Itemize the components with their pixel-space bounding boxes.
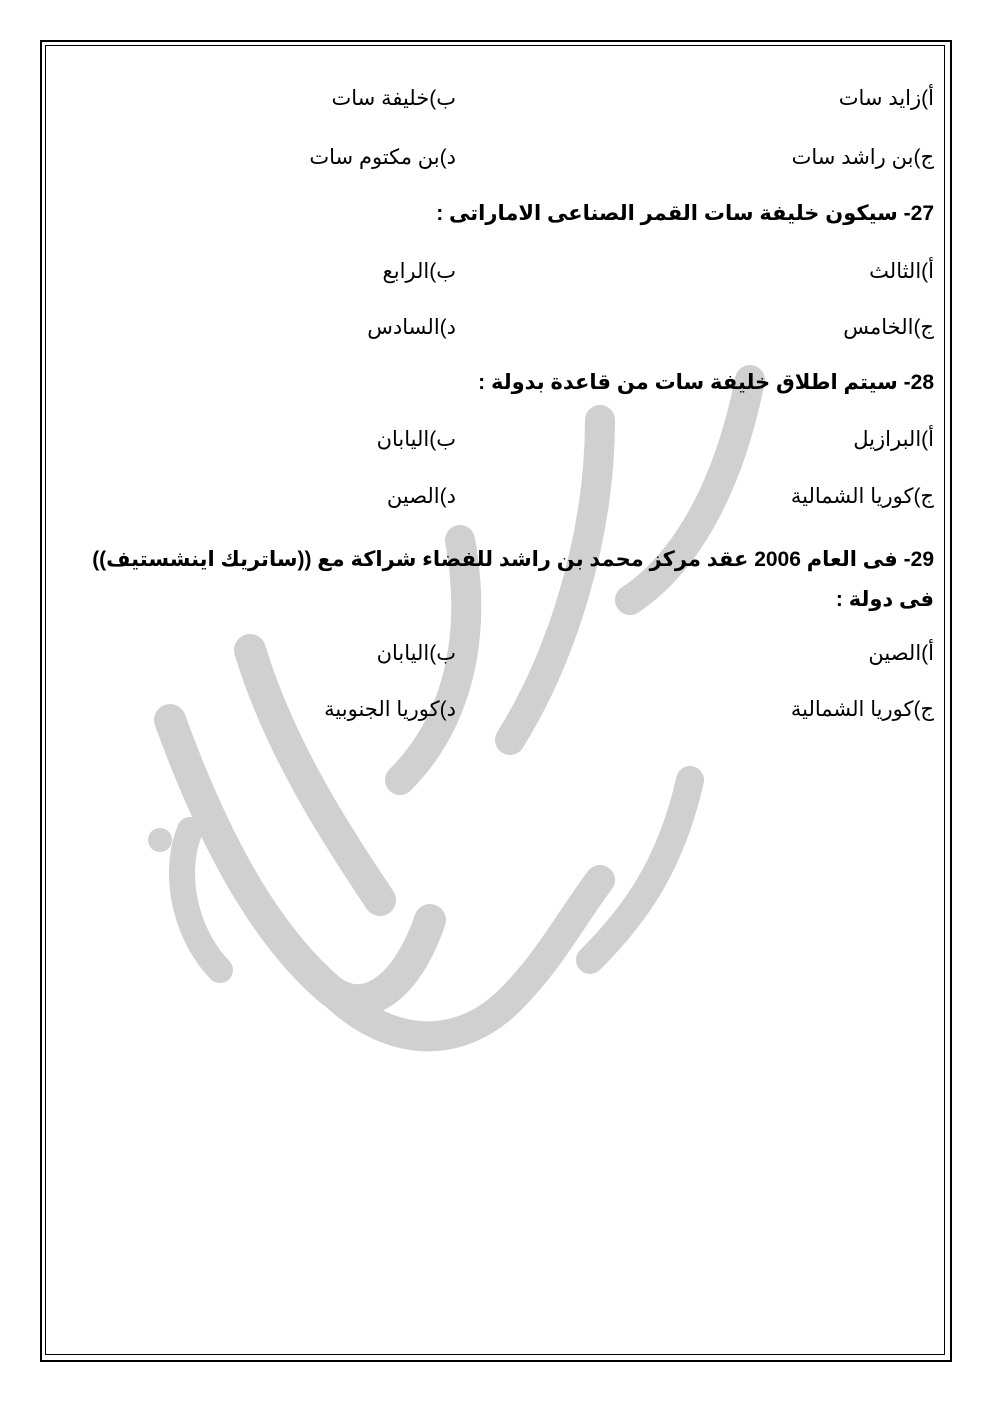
quiz-content (52, 0, 934, 1403)
option-c[interactable]: ج)كوريا الشمالية (790, 698, 934, 721)
option-a[interactable]: أ)الصين (868, 642, 934, 665)
options-row (52, 427, 934, 461)
option-d[interactable]: د)بن مكتوم سات (309, 146, 456, 169)
question-28: 28- سيتم اطلاق خليفة سات من قاعدة بدولة : (478, 371, 934, 394)
options-row (52, 259, 934, 293)
options-row (52, 315, 934, 349)
option-a[interactable]: أ)زايد سات (838, 87, 934, 110)
question-27: 27- سيكون خليفة سات القمر الصناعى الاماراتى : (436, 202, 934, 225)
options-row (52, 641, 934, 675)
option-c[interactable]: ج)بن راشد سات (791, 146, 934, 169)
option-d[interactable]: د)الصين (386, 485, 456, 508)
option-a[interactable]: أ)الثالث (869, 260, 934, 283)
option-a[interactable]: أ)البرازيل (853, 428, 934, 451)
option-b[interactable]: ب)خليفة سات (331, 87, 456, 110)
options-row (52, 145, 934, 179)
options-row (52, 697, 934, 731)
option-c[interactable]: ج)كوريا الشمالية (790, 485, 934, 508)
question-29-line2: فى دولة : (835, 588, 934, 611)
option-b[interactable]: ب)اليابان (376, 428, 456, 451)
options-row (52, 484, 934, 518)
option-b[interactable]: ب)الرابع (382, 260, 456, 283)
option-d[interactable]: د)كوريا الجنوبية (324, 698, 456, 721)
options-row (52, 86, 934, 120)
option-b[interactable]: ب)اليابان (376, 642, 456, 665)
question-29-line1: 29- فى العام 2006 عقد مركز محمد بن راشد للفضاء شراكة مع ((ساتريك اينشستيف)) (92, 548, 934, 571)
option-c[interactable]: ج)الخامس (843, 316, 934, 339)
option-d[interactable]: د)السادس (367, 316, 456, 339)
